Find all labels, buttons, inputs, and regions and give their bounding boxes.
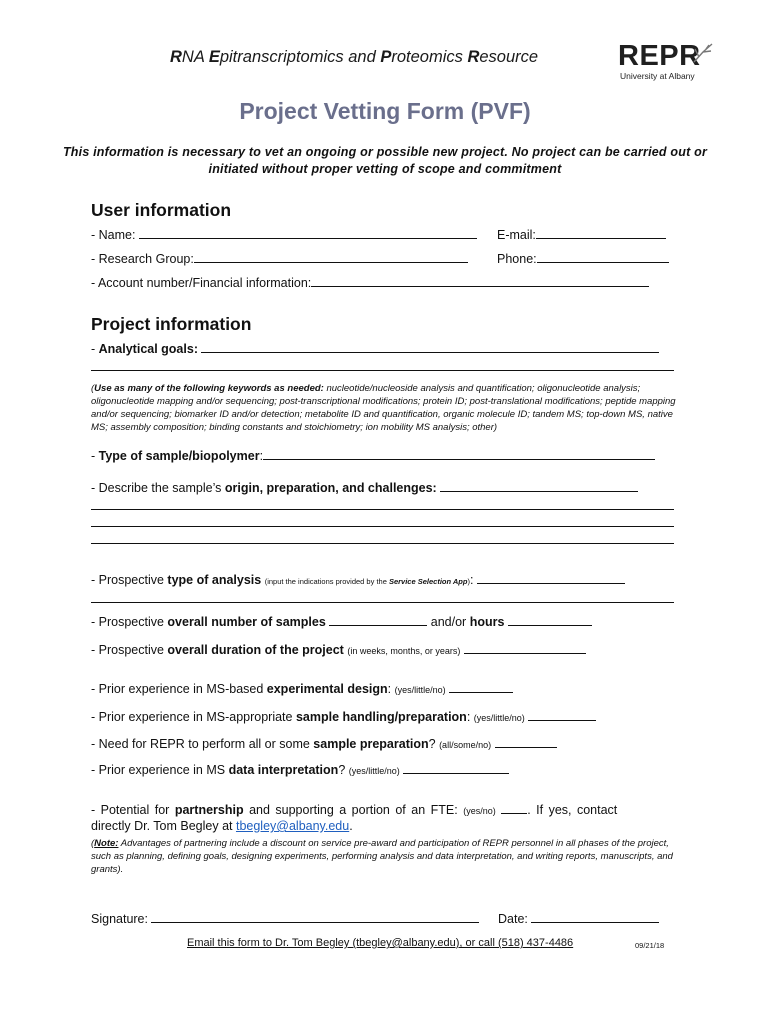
partnership-field[interactable]	[501, 802, 527, 814]
account-field[interactable]	[311, 275, 649, 287]
version-date: 09/21/18	[635, 941, 665, 950]
logo-branch-icon	[692, 43, 714, 63]
logo-subtitle: University at Albany	[620, 71, 695, 81]
partnership-note: (Note: Advantages of partnering include a discount on service pre-award and participation of REPR personnel in all phases of the project, such as planning, defining goals, designing experiments, performing analysis and data interpretation, and writing reports, manuscripts, and grants).	[91, 838, 673, 875]
sample-preparation-field[interactable]	[495, 736, 557, 748]
sample-handling-row: - Prior experience in MS-appropriate sample handling/preparation: (yes/little/no)	[91, 709, 596, 724]
intro-text: This information is necessary to vet an ongoing or possible new project. No project can be carried out or initiated without proper vetting of scope and commitment	[62, 145, 708, 176]
analytical-goals-field[interactable]	[201, 341, 659, 353]
signature-field[interactable]	[151, 911, 479, 923]
partnership-contact-row: directly Dr. Tom Begley at tbegley@albany.edu.	[91, 819, 353, 833]
sample-handling-field[interactable]	[528, 709, 596, 721]
research-group-row: - Research Group:	[91, 251, 468, 266]
research-group-field[interactable]	[194, 251, 468, 263]
date-row: Date:	[498, 911, 659, 926]
name-field[interactable]	[139, 227, 477, 239]
analysis-type-row: - Prospective type of analysis (input the indications provided by the Service Selection App):	[91, 572, 625, 587]
form-title: Project Vetting Form (PVF)	[239, 98, 531, 124]
sample-type-field[interactable]	[263, 448, 655, 460]
number-samples-row: - Prospective overall number of samples and/or hours	[91, 614, 592, 629]
duration-row: - Prospective overall duration of the project (in weeks, months, or years)	[91, 642, 586, 657]
date-field[interactable]	[531, 911, 659, 923]
logo-text: REPR	[618, 40, 701, 72]
contact-email-link[interactable]: tbegley@albany.edu	[235, 819, 350, 833]
signature-row: Signature:	[91, 911, 479, 926]
user-info-heading: User information	[91, 200, 232, 220]
keywords-note: (Use as many of the following keywords as needed: nucleotide/nucleoside analysis and quantification; oligonucleotide analysis; oligonucleotide mapping and/or sequencing; post-transcriptional modifications; protein ID; post-translational modifications; peptide mapping and/or sequencing; biomarker ID and/or detection; metabolite ID and quantification, organic molecule ID; tandem MS; top-down MS, native MS; assembly composition; binding constants and stoichiometry; ion mobility MS analysis; other)	[91, 383, 676, 433]
footer-contact: Email this form to Dr. Tom Begley (tbegley@albany.edu), or call (518) 437-4486	[187, 937, 574, 949]
analysis-type-line-2[interactable]	[91, 602, 674, 603]
sample-preparation-row: - Need for REPR to perform all or some sample preparation? (all/some/no)	[91, 736, 557, 751]
experimental-design-row: - Prior experience in MS-based experimental design: (yes/little/no)	[91, 681, 513, 696]
email-row: E-mail:	[497, 227, 666, 242]
number-samples-field[interactable]	[329, 614, 427, 626]
data-interpretation-row: - Prior experience in MS data interpretation? (yes/little/no)	[91, 762, 509, 777]
phone-field[interactable]	[537, 251, 669, 263]
project-info-heading: Project information	[91, 314, 252, 334]
describe-line-3[interactable]	[91, 526, 674, 527]
describe-line-2[interactable]	[91, 509, 674, 510]
describe-line-4[interactable]	[91, 543, 674, 544]
name-row: - Name:	[91, 227, 477, 242]
analysis-type-field[interactable]	[477, 572, 625, 584]
account-row: - Account number/Financial information:	[91, 275, 649, 290]
duration-field[interactable]	[464, 642, 586, 654]
sample-type-row: - Type of sample/biopolymer:	[91, 448, 655, 463]
phone-row: Phone:	[497, 251, 669, 266]
hours-field[interactable]	[508, 614, 592, 626]
resource-title: RNA Epitranscriptomics and Proteomics Resource	[170, 48, 539, 66]
partnership-row: - Potential for partnership and supporting a portion of an FTE: (yes/no) . If yes, contact	[91, 803, 618, 817]
experimental-design-field[interactable]	[449, 681, 513, 693]
analytical-goals-row: - Analytical goals:	[91, 341, 659, 356]
describe-sample-row: - Describe the sample’s origin, preparation, and challenges:	[91, 480, 638, 495]
email-field[interactable]	[536, 227, 666, 239]
repr-logo	[618, 40, 718, 84]
analytical-goals-line-2[interactable]	[91, 370, 674, 371]
describe-sample-field[interactable]	[440, 480, 638, 492]
data-interpretation-field[interactable]	[403, 762, 509, 774]
